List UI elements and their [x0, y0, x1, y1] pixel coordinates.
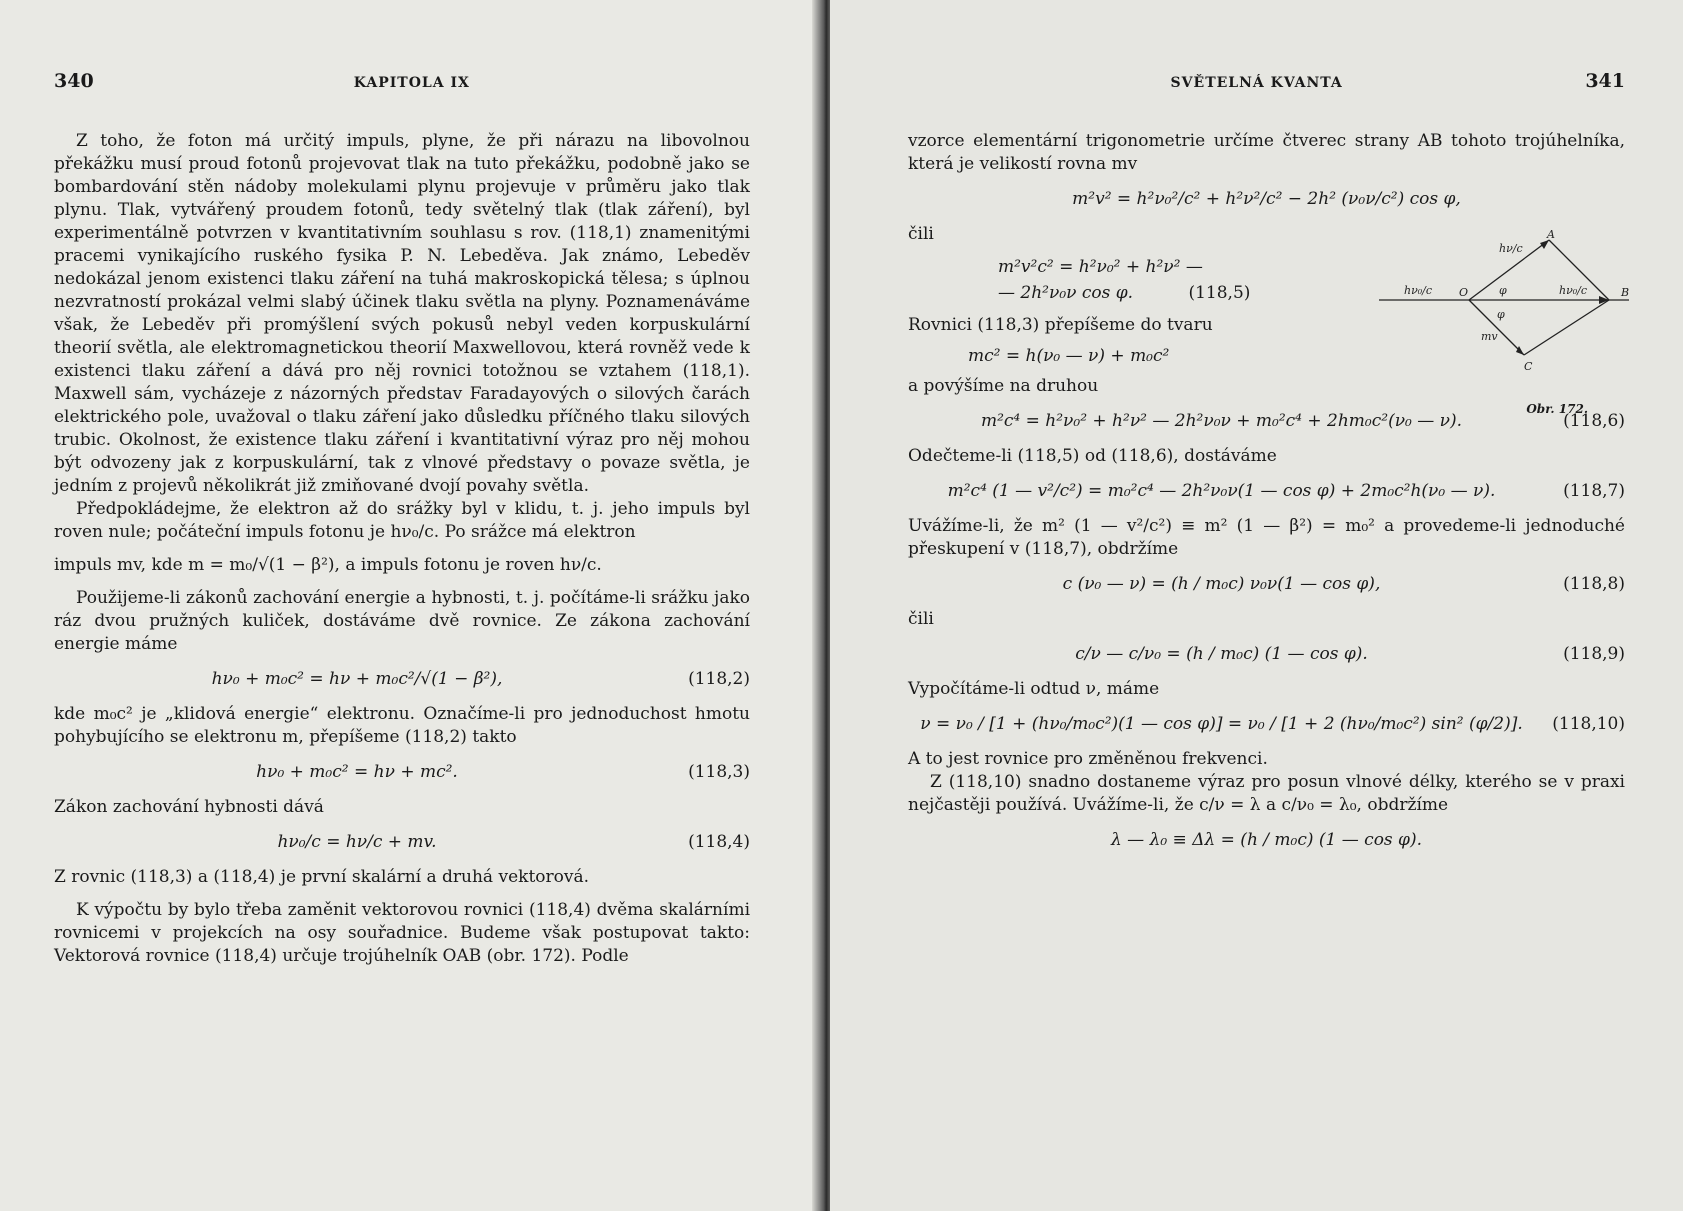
- right-running-head: SVĚTELNÁ KVANTA: [1170, 75, 1343, 91]
- paragraph-triangle: K výpočtu by bylo třeba zaměnit vektorovou rovnici (118,4) dvěma skalárními rovnicemi v projekcích na osy souřadnice. Budeme však postupovat takto: Vektorová rovnice (118,4) určuje trojúhelník OAB (obr. 172). Podle: [54, 900, 750, 966]
- equation-118-2: [54, 668, 750, 691]
- label-hv0-c-left: hν₀/c: [1404, 284, 1433, 297]
- left-running-head: KAPITOLA IX: [353, 75, 470, 91]
- equation-number: (118,2): [688, 669, 750, 689]
- equation-body: c/ν — c/ν₀ = (h / m₀c) (1 — cos φ).: [1075, 644, 1368, 664]
- equation-body: hν₀ + m₀c² = hν + m₀c²/√(1 − β²),: [211, 669, 503, 689]
- paragraph-light-pressure: Z toho, že foton má určitý impuls, plyne, že při nárazu na libovolnou překážku musí proud fotonů projevovat tlak na tuto překážku, podobně jako se bombardování stěn nádoby molekulami plynu projevuje v průměru jako tlak plynu. Tlak, vytvářený proudem fotonů, tedy světelný tlak (tlak záření), byl experimentálně potvrzen v kvantitativním souhlasu s rov. (118,1) znamenitými pracemi vynikajícího ruského fysika P. N. Lebeděva. Jak známo, Lebeděv nedokázal jenom existenci tlaku záření na tuhá makroskopická tělesa; s úplnou nezvratností prokázal velmi slabý účinek tlaku světla na plyny. Poznamenáváme však, že Lebeděv při promýšlení svých pokusů nebyl veden korpuskulární theorií světla, ale elektromagnetickou theorií Maxwellovou, která rovněž vede k existenci tlaku záření a dává pro něj rovnici totožnou se vztahem (118,1). Maxwell sám, vycházeje z názorných představ Faradayových o silových čarách elektrického pole, uvažoval o tlaku záření jako důsledku příčného tlaku silových trubic. Okolnost, že existence tlaku záření i kvantitativní výraz pro něj mohou být odvozeny jak z korpuskulární, tak z vlnové představy o povaze světla, je jedním z projevů několikrát již zmiňované dvojí povahy světla.: [54, 131, 750, 496]
- paragraph-subtract: Odečteme-li (118,5) od (118,6), dostáváme: [908, 446, 1277, 466]
- paragraph-compute-nu: Vypočítáme-li odtud ν, máme: [908, 679, 1160, 699]
- equation-body: c (ν₀ — ν) = (h / m₀c) ν₀ν(1 — cos φ),: [1062, 574, 1381, 594]
- paragraph-rewrite: Rovnici (118,3) přepíšeme do tvaru: [908, 315, 1213, 335]
- label-c: C: [1524, 360, 1533, 373]
- equation-body: m²c⁴ (1 — v²/c²) = m₀²c⁴ — 2h²ν₀ν(1 — cos φ) + 2m₀c²h(ν₀ — ν).: [947, 481, 1496, 501]
- equation-number: (118,8): [1563, 574, 1625, 594]
- equation-118-5-line-2-body: — 2h²ν₀ν cos φ.: [998, 283, 1134, 303]
- equation-number: (118,3): [688, 762, 750, 782]
- equation-body: hν₀ + m₀c² = hν + mc².: [256, 762, 458, 782]
- equation-118-4: [54, 831, 750, 854]
- equation-118-6: [908, 410, 1625, 433]
- equation-118-7: [908, 480, 1625, 503]
- equation-number: (118,4): [688, 832, 750, 852]
- figure-172-diagram: [1359, 230, 1659, 400]
- right-page-number: 341: [1585, 70, 1625, 92]
- paragraph-scalar-vector: Z rovnic (118,3) a (118,4) je první skalární a druhá vektorová.: [54, 867, 590, 887]
- text-square: a povýšíme na druhou: [908, 376, 1099, 396]
- label-mv: mv: [1481, 330, 1498, 343]
- equation-compton-shift: [908, 829, 1625, 852]
- arrowhead-a: [1540, 240, 1549, 249]
- equation-118-5-line-2: [998, 280, 1418, 306]
- paragraph-impulse: impuls mv, kde m = m₀/√(1 − β²), a impuls fotonu je roven hν/c.: [54, 555, 602, 575]
- equation-mc2: mc² = h(ν₀ — ν) + m₀c²: [968, 346, 1170, 366]
- paragraph-rearrange: Uvážíme-li, že m² (1 — v²/c²) ≡ m² (1 — β²) = m₀² a provedeme-li jednoduché přeskupení v (118,7), obdržíme: [908, 516, 1625, 559]
- figure-caption: Obr. 172.: [1526, 402, 1588, 416]
- paragraph-momentum: Zákon zachování hybnosti dává: [54, 797, 324, 817]
- paragraph-changed-frequency: A to jest rovnice pro změněnou frekvenci.: [908, 749, 1268, 769]
- paragraph-rest-energy: kde m₀c² je „klidová energie“ elektronu. Označíme-li pro jednoduchost hmotu pohybujícího se elektronu m, přepíšeme (118,2) takto: [54, 704, 750, 747]
- equation-118-5: [998, 254, 1418, 306]
- label-b: B: [1621, 286, 1630, 299]
- equation-number: (118,9): [1563, 644, 1625, 664]
- right-page: [830, 0, 1683, 1211]
- equation-number: (118,7): [1563, 481, 1625, 501]
- paragraph-wavelength-shift: Z (118,10) snadno dostaneme výraz pro posun vlnové délky, kterého se v praxi nejčastěji používá. Uvážíme-li, že c/ν = λ a c/ν₀ = λ₀, obdržíme: [908, 772, 1625, 815]
- text-cili-2: čili: [908, 609, 934, 629]
- equation-number: (118,10): [1552, 714, 1625, 734]
- equation-118-10: [908, 713, 1625, 736]
- equation-body: ν = ν₀ / [1 + (hν₀/m₀c²)(1 — cos φ)] = ν₀ / [1 + 2 (hν₀/m₀c²) sin² (φ/2)].: [920, 714, 1523, 734]
- label-hv-c: hν/c: [1499, 242, 1523, 255]
- left-header: [54, 70, 750, 92]
- paragraph-conservation: Použijeme-li zákonů zachování energie a hybnosti, t. j. počítáme-li srážku jako ráz dvou pružných kuliček, dostáváme dvě rovnice. Ze zákona zachování energie máme: [54, 588, 750, 654]
- label-o: O: [1459, 286, 1469, 299]
- equation-body: m²c⁴ = h²ν₀² + h²ν² — 2h²ν₀ν + m₀²c⁴ + 2hm₀c²(ν₀ — ν).: [980, 411, 1463, 431]
- equation-number: (118,6): [1563, 411, 1625, 431]
- text-cili-1: čili: [908, 224, 934, 244]
- paragraph-assumption: Předpokládejme, že elektron až do srážky byl v klidu, t. j. jeho impuls byl roven nule; počáteční impuls fotonu je hν₀/c. Po srážce má elektron: [54, 499, 750, 542]
- equation-body: m²v² = h²ν₀²/c² + h²ν²/c² − 2h² (ν₀ν/c²) cos φ,: [1072, 189, 1461, 209]
- label-a: A: [1547, 230, 1555, 241]
- paragraph-trig: vzorce elementární trigonometrie určíme čtverec strany AB tohoto trojúhelníka, která je velikostí rovna mv: [908, 131, 1625, 174]
- left-page-number: 340: [54, 70, 94, 92]
- equation-number: (118,5): [1188, 283, 1251, 303]
- line-bc: [1524, 300, 1609, 355]
- equation-118-9: [908, 643, 1625, 666]
- equation-118-5-line-1: m²v²c² = h²ν₀² + h²ν² —: [998, 257, 1203, 277]
- equation-cosine-law: [908, 188, 1625, 211]
- label-phi-top: φ: [1499, 284, 1507, 297]
- equation-body: hν₀/c = hν/c + mv.: [277, 832, 437, 852]
- label-hv0-c-right: hν₀/c: [1559, 284, 1588, 297]
- left-page: [0, 0, 820, 1211]
- right-header: [908, 70, 1625, 92]
- equation-body: λ — λ₀ ≡ Δλ = (h / m₀c) (1 — cos φ).: [1110, 830, 1422, 850]
- equation-118-3: [54, 761, 750, 784]
- label-phi-bottom: φ: [1497, 308, 1505, 321]
- equation-118-8: [908, 573, 1625, 596]
